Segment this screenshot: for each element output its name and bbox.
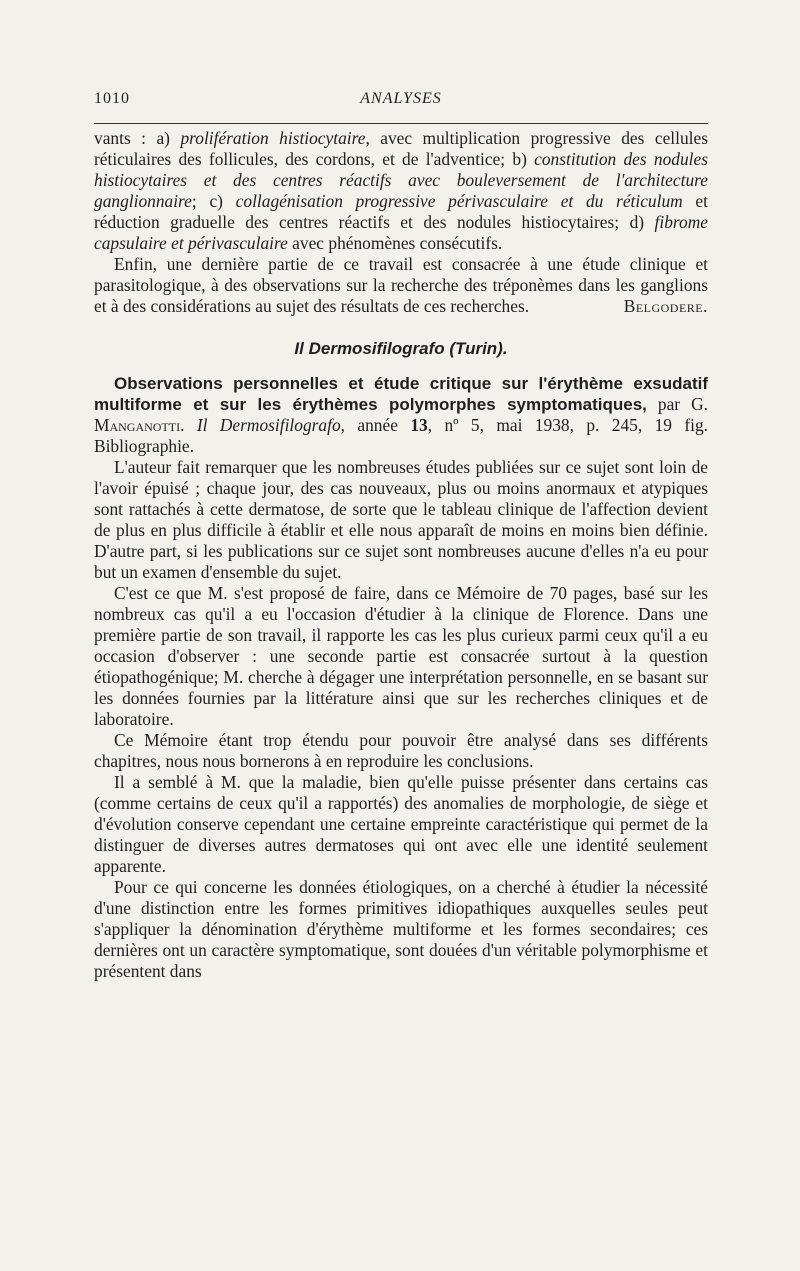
page-header	[94, 90, 708, 114]
italic-term: prolifération histiocytaire	[180, 128, 366, 148]
header-rule	[94, 123, 708, 124]
journal-heading: Il Dermosifilografo (Turin).	[294, 339, 508, 358]
article-title: Observations personnelles et étude critique sur l'érythème exsudatif multiforme et sur les érythèmes polymorphes symptomatiques,	[94, 374, 708, 414]
paragraph-text: Enfin, une dernière partie de ce travail est consacrée à une étude clinique et parasitologique, à des observations sur la recherche des tréponèmes dans les ganglions et à des considérations au sujet des résultats de ces recherches.	[94, 254, 708, 316]
volume-number: 13	[410, 415, 428, 435]
author-name: Manganotti	[94, 415, 181, 435]
text-run: .	[180, 415, 197, 435]
reviewer-signature: Belgodere.	[623, 296, 708, 316]
text-run: , nº 5, mai 1938, p. 245, 19 fig. Bibliographie.	[94, 415, 709, 456]
body-paragraph: Pour ce qui concerne les données étiologiques, on a cherché à étudier la nécessité d'une distinction entre les formes primitives idiopathiques auxquelles seules peut s'appliquer la dénomination d'érythème multiforme et les formes secondaires; ces dernières ont un caractère symptomatique, sont douées d'un véritable polymorphisme et présentent dans	[94, 877, 708, 981]
text-run: vants : a)	[94, 128, 181, 148]
italic-term: collagénisation progressive périvasculaire et du réticulum	[235, 191, 683, 211]
body-paragraph: Il a semblé à M. que la maladie, bien qu'elle puisse présenter dans certains cas (comme certains de ceux qu'il a rapportés) des anomalies de morphologie, de siège et d'évolution conserve cependant une certaine empreinte caractéristique qui permet de la distinguer de diverses autres dermatoses qui ont avec elle une identité seulement apparente.	[94, 772, 708, 876]
running-title: ANALYSES	[360, 90, 442, 107]
text-run: par G.	[646, 394, 708, 414]
body-paragraph: Ce Mémoire étant trop étendu pour pouvoir être analysé dans ses différents chapitres, nous nous bornerons à en reproduire les conclusions.	[94, 730, 708, 771]
continuation-paragraph	[94, 128, 708, 254]
italic-term: fibrome capsulaire et périvasculaire	[94, 212, 708, 253]
text-run: , avec multiplication progressive des cellules réticulaires des follicules, des cordons, et de l'adventice; b)	[94, 128, 708, 169]
bibliographic-reference	[94, 373, 708, 457]
body-paragraph: C'est ce que M. s'est proposé de faire, dans ce Mémoire de 70 pages, basé sur les nombreux cas qu'il a eu l'occasion d'étudier à la clinique de Florence. Dans une première partie de son travail, il rapporte les cas les plus curieux parmi ceux qu'il a eu occasion d'observer : une seconde partie est consacrée surtout à la question étiopathogénique; M. cherche à dégager une interprétation personnelle, en se basant sur les données fournies par la littérature ainsi que sur les recherches cliniques et de laboratoire.	[94, 583, 708, 729]
text-run: ; c)	[191, 191, 236, 211]
text-run: avec phénomènes consécutifs.	[287, 233, 503, 253]
conclusion-paragraph	[94, 254, 708, 317]
italic-term: constitution des nodules histiocytaires et des centres réactifs avec bouleversement de l'architecture ganglionnaire	[94, 149, 708, 211]
page-number: 1010	[94, 90, 130, 107]
body-paragraph: L'auteur fait remarquer que les nombreuses études publiées sur ce sujet sont loin de l'avoir épuisé ; chaque jour, des cas nouveaux, plus ou moins anormaux et atypiques sont rattachés à cette dermatose, de sorte que le tableau clinique de l'affection devient de plus en plus difficile à établir et elle nous apparaît de moins en moins bien définie. D'autre part, si les publications sur ce sujet sont nombreuses aucune d'elles n'a eu pour but un examen d'ensemble du sujet.	[94, 457, 708, 582]
text-run: et réduction graduelle des centres réactifs et des nodules histiocytaires; d)	[94, 191, 708, 232]
article-body	[94, 128, 708, 982]
text-run: , année	[340, 415, 411, 435]
journal-name: Il Dermosifilografo	[196, 415, 341, 435]
